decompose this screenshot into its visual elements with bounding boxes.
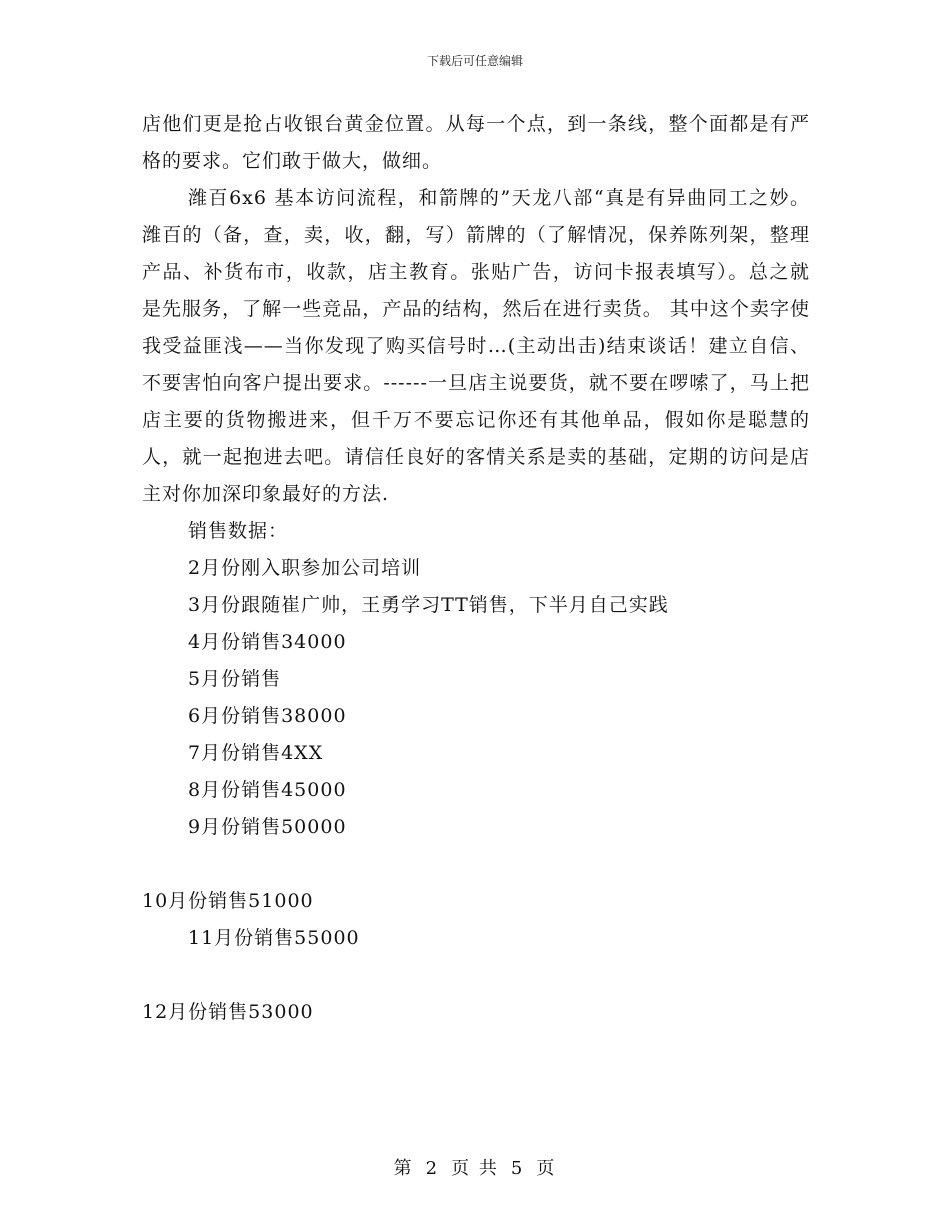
paragraph-2: 潍百6x6 基本访问流程，和箭牌的”天龙八部“真是有异曲同工之妙。潍百的（备，查，卖，收，翻，写）箭牌的（了解情况，保养陈列架，整理产品、补货布市，收款，店主教育。张贴广告，访问卡报表填写）。总之就是先服务，了解一些竞品，产品的结构，然后在进行卖货。 其中这个卖字使我受益匪浅——当你发现了购买信号时…(主动出击)结束谈话！建立自信、不要害怕向客户提出要求。------一旦店主说要货，就不要在啰嗦了，马上把店主要的货物搬进来，但千万不要忘记你还有其他单品，假如你是聪慧的人，就一起抱进去吧。请信任良好的客情关系是卖的基础，定期的访问是店主对你加深印象最好的方法. [142,187,810,505]
sales-line-dec: 12月份销售53000 [142,1001,314,1023]
paragraph-1: 店他们更是抢占收银台黄金位置。从每一个点，到一条线，整个面都是有严格的要求。它们敢于做大，做细。 [142,113,810,172]
page-footer [0,1154,950,1180]
footer-prefix: 第 [393,1158,414,1179]
blank-line [142,846,810,883]
sales-line-feb: 2月份刚入职参加公司培训 [188,557,422,579]
blank-line [142,957,810,994]
sales-heading: 销售数据： [188,520,289,542]
sales-line-mar: 3月份跟随崔广帅，王勇学习TT销售，下半月自己实践 [188,594,669,616]
sales-line-sep: 9月份销售50000 [188,816,347,838]
sales-line-jul: 7月份销售4XX [188,742,324,764]
footer-middle: 页 共 [451,1158,499,1179]
footer-page-number: 2 [425,1158,440,1179]
sales-line-oct: 10月份销售51000 [142,890,314,912]
sales-line-jun: 6月份销售38000 [188,705,347,727]
document-body [142,106,810,1031]
sales-line-may: 5月份销售 [188,668,282,690]
sales-line-nov: 11月份销售55000 [188,927,360,949]
footer-suffix: 页 [536,1158,557,1179]
sales-line-aug: 8月份销售45000 [188,779,347,801]
sales-line-apr: 4月份销售34000 [188,631,347,653]
footer-total-pages: 5 [510,1158,525,1179]
page-header: 下载后可任意编辑 [426,54,523,68]
